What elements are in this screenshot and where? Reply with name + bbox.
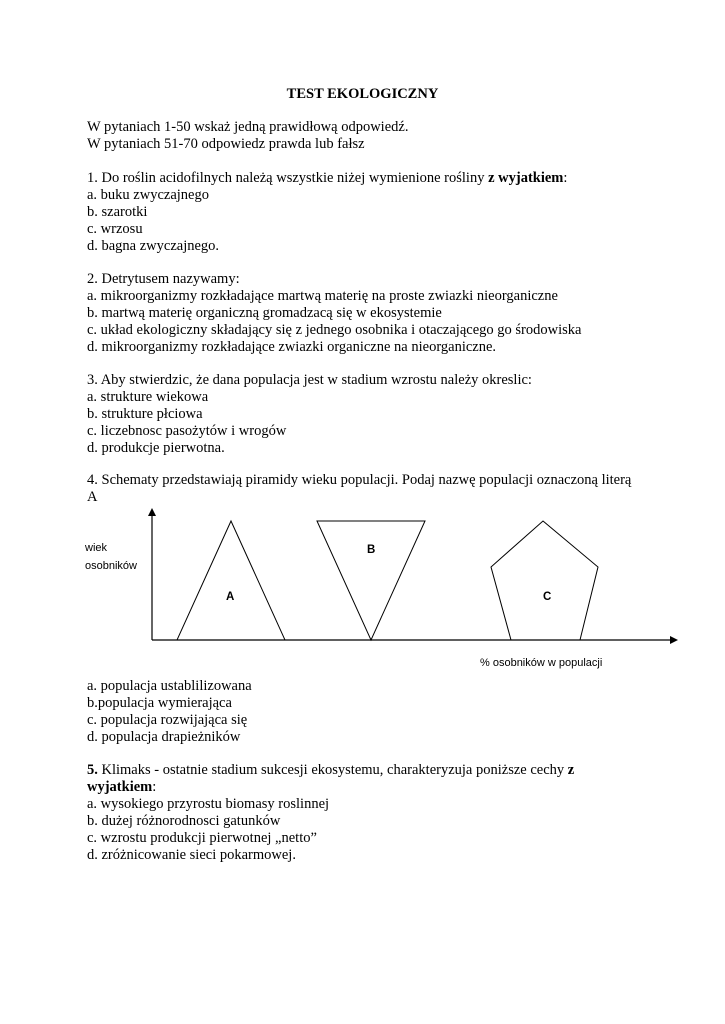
y-axis-arrow-icon [148, 508, 156, 516]
question-4-answers [87, 678, 647, 746]
answer-option: c. populacja rozwijająca się [87, 712, 248, 728]
answer-option: d. zróżnicowanie sieci pokarmowej. [87, 847, 296, 863]
answer-option: a. mikroorganizmy rozkładające martwą materię na proste zwiazki nieorganiczne [87, 288, 558, 304]
question-text: 5. Klimaks - ostatnie stadium sukcesji ekosystemu, charakteryzuja poniższe cechy z [87, 762, 575, 778]
answer-option: d. produkcje pierwotna. [87, 440, 225, 456]
answer-option: a. wysokiego przyrostu biomasy roslinnej [87, 796, 330, 812]
question-text: 4. Schematy przedstawiają piramidy wieku populacji. Podaj nazwę populacji oznaczoną literą [87, 472, 632, 488]
shape-label-c: C [543, 591, 552, 603]
y-axis-label: osobników [85, 560, 137, 572]
shape-label-b: B [367, 544, 376, 556]
x-axis-label: % osobników w populacji [480, 657, 603, 669]
answer-option: c. wrzosu [87, 221, 143, 237]
instructions [87, 119, 647, 153]
answer-option: b. dużej różnorodnosci gatunków [87, 813, 281, 829]
question-text: A [87, 489, 98, 505]
answer-option: c. układ ekologiczny składający się z jednego osobnika i otaczającego go środowiska [87, 322, 582, 338]
answer-option: b. szarotki [87, 204, 148, 220]
x-axis-arrow-icon [670, 636, 678, 644]
answer-option: b.populacja wymierająca [87, 695, 232, 711]
question-2 [87, 271, 647, 356]
answer-option: b. strukture płciowa [87, 406, 203, 422]
question-text: 1. Do roślin acidofilnych należą wszystkie niżej wymienione rośliny z wyjatkiem: [87, 170, 568, 186]
pyramid-a-shape [177, 521, 285, 640]
question-5 [87, 762, 647, 864]
question-1 [87, 170, 647, 255]
pyramid-c-shape [491, 521, 598, 640]
question-text: 2. Detrytusem nazywamy: [87, 271, 240, 287]
answer-option: d. mikroorganizmy rozkładające zwiazki organiczne na nieorganiczne. [87, 339, 497, 355]
answer-option: d. bagna zwyczajnego. [87, 238, 220, 254]
instruction-line: W pytaniach 51-70 odpowiedz prawda lub fałsz [87, 136, 365, 152]
question-3 [87, 372, 647, 457]
answer-option: b. martwą materię organiczną gromadzacą się w ekosystemie [87, 305, 442, 321]
answer-option: c. liczebnosc pasożytów i wrogów [87, 423, 287, 439]
pyramid-b-shape [317, 521, 425, 640]
y-axis-label: wiek [85, 542, 108, 554]
instruction-line: W pytaniach 1-50 wskaż jedną prawidłową odpowiedź. [87, 119, 409, 135]
answer-option: a. populacja ustablilizowana [87, 678, 252, 694]
page-title: TEST EKOLOGICZNY [286, 86, 439, 102]
question-text: wyjatkiem: [87, 779, 157, 795]
question-text: 3. Aby stwierdzic, że dana populacja jest w stadium wzrostu należy okreslic: [87, 372, 532, 388]
shape-label-a: A [226, 591, 235, 603]
age-pyramid-diagram [0, 500, 725, 680]
answer-option: c. wzrostu produkcji pierwotnej „netto” [87, 830, 317, 846]
answer-option: a. strukture wiekowa [87, 389, 209, 405]
answer-option: d. populacja drapieżników [87, 729, 241, 745]
answer-option: a. buku zwyczajnego [87, 187, 209, 203]
